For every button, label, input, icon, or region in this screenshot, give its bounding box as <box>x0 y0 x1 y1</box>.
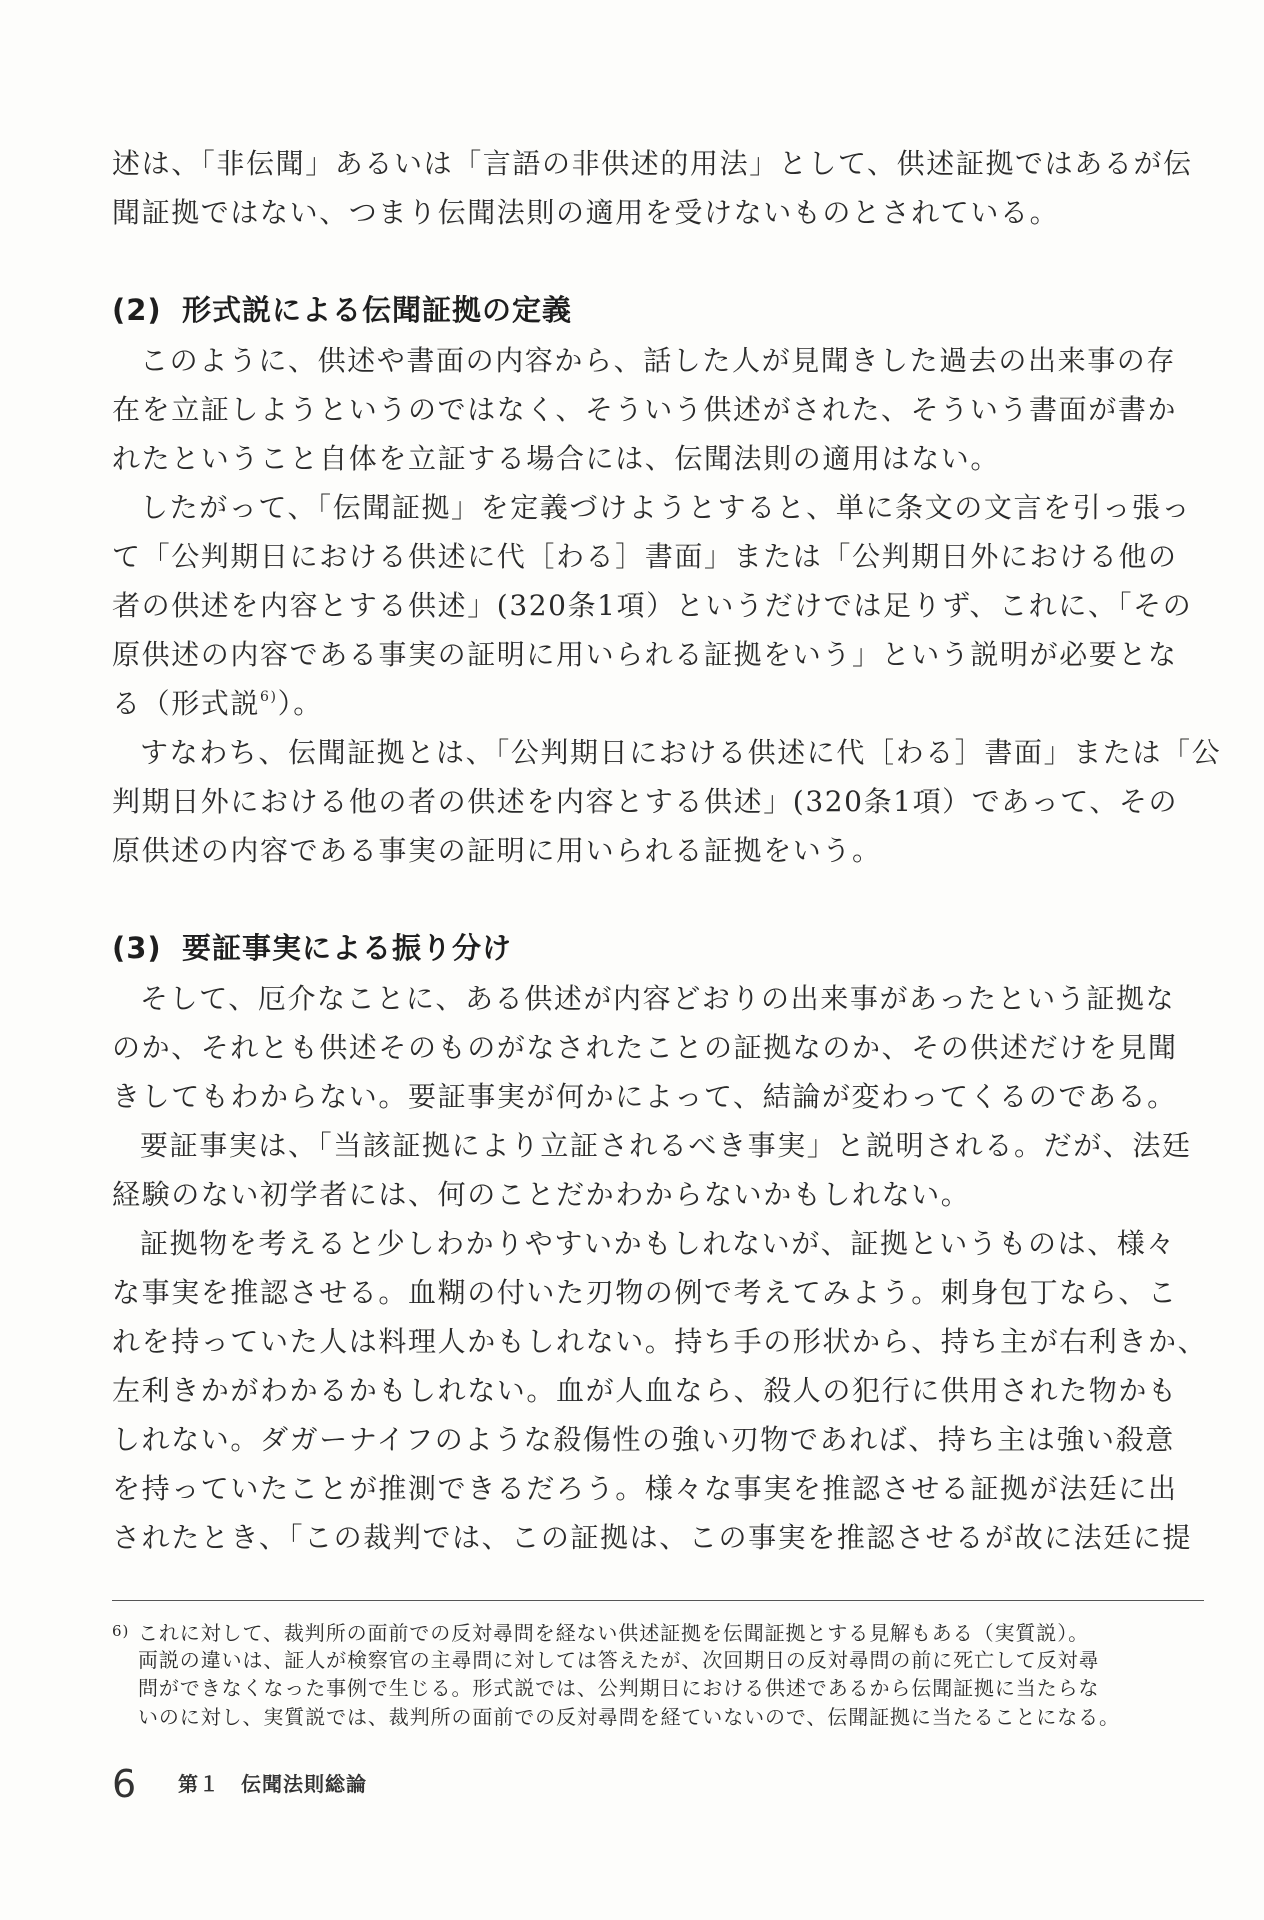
text-line: されたとき、「この裁判では、この証拠は、この事実を推認させるが故に法廷に提 <box>112 1521 1193 1554</box>
text-line: 要証事実は、「当該証拠により立証されるべき事実」と説明される。だが、法廷 <box>140 1129 1192 1162</box>
running-title: 第１ 伝聞法則総論 <box>178 1772 367 1796</box>
text-line <box>112 679 1202 728</box>
text-line: れを持っていた人は料理人かもしれない。持ち手の形状から、持ち主が右利きか、 <box>112 1325 1208 1358</box>
text-line: このように、供述や書面の内容から、話した人が見聞きした過去の出来事の存 <box>140 344 1177 377</box>
footnote-divider <box>112 1600 1204 1601</box>
text-fragment: ）。 <box>277 687 323 720</box>
section-3-body <box>112 974 1208 1562</box>
text-line: な事実を推認させる。血糊の付いた刃物の例で考えてみよう。刺身包丁なら、こ <box>112 1276 1178 1309</box>
section-title: 要証事実による振り分け <box>182 931 513 965</box>
page-number: 6 <box>112 1762 137 1806</box>
text-line: したがって、「伝聞証拠」を定義づけようとすると、単に条文の文言を引っ張っ <box>140 491 1192 524</box>
footnote-line <box>112 1617 1212 1646</box>
footnote-reference: 6) <box>260 689 278 705</box>
text-line: 原供述の内容である事実の証明に用いられる証拠をいう」という説明が必要とな <box>112 638 1178 671</box>
section-number: (2) <box>112 293 162 327</box>
text-line: 原供述の内容である事実の証明に用いられる証拠をいう。 <box>112 834 882 867</box>
intro-paragraph <box>112 139 1202 237</box>
text-line: 者の供述を内容とする供述」(320条1項）というだけでは足りず、これに、「その <box>112 589 1193 622</box>
text-fragment: る（形式説 <box>112 687 261 720</box>
footnote-text: これに対して、裁判所の面前での反対尋問を経ない供述証拠を伝聞証拠とする見解もある（実質説）。 <box>138 1621 1089 1645</box>
text-line: 経験のない初学者には、何のことだかわからないかもしれない。 <box>112 1178 971 1211</box>
footnote-line: いのに対し、実質説では、裁判所の面前での反対尋問を経ていないので、伝聞証拠に当たることになる。 <box>138 1704 1120 1729</box>
text-line: 述は、「非伝聞」あるいは「言語の非供述的用法」として、供述証拠ではあるが伝 <box>112 147 1193 180</box>
section-title: 形式説による伝聞証拠の定義 <box>182 293 573 327</box>
text-line: を持っていたことが推測できるだろう。様々な事実を推認させる証拠が法廷に出 <box>112 1472 1178 1505</box>
text-line: のか、それとも供述そのものがなされたことの証拠なのか、その供述だけを見聞 <box>112 1031 1178 1064</box>
footnote-line: 両説の違いは、証人が検察官の主尋問に対しては答えたが、次回期日の反対尋問の前に死亡して反対尋 <box>138 1647 1100 1672</box>
section-number: (3) <box>112 931 162 965</box>
text-line: そして、厄介なことに、ある供述が内容どおりの出来事があったという証拠な <box>140 982 1176 1015</box>
footnote-line: 問ができなくなった事例で生じる。形式説では、公判期日における供述であるから伝聞証拠に当たらな <box>138 1676 1100 1700</box>
text-line: 証拠物を考えると少しわかりやすいかもしれないが、証拠というものは、様々 <box>140 1227 1177 1260</box>
text-line: しれない。ダガーナイフのような殺傷性の強い刃物であれば、持ち主は強い殺意 <box>112 1423 1175 1456</box>
text-line: 左利きかがわかるかもしれない。血が人血なら、殺人の犯行に供用された物かも <box>112 1374 1178 1407</box>
text-line: 在を立証しようというのではなく、そういう供述がされた、そういう書面が書か <box>112 393 1178 426</box>
page-footer <box>112 1762 367 1806</box>
section-heading-3 <box>112 928 512 968</box>
section-heading-2 <box>112 290 572 330</box>
text-line: 判期日外における他の者の供述を内容とする供述」(320条1項）であって、その <box>112 785 1179 818</box>
footnote <box>112 1617 1212 1731</box>
text-line: すなわち、伝聞証拠とは、「公判期日における供述に代［わる］書面」または「公 <box>140 736 1222 769</box>
section-2-body <box>112 336 1222 875</box>
text-line: れたということ自体を立証する場合には、伝聞法則の適用はない。 <box>112 442 1001 475</box>
text-line: きしてもわからない。要証事実が何かによって、結論が変わってくるのである。 <box>112 1080 1177 1113</box>
text-line: て「公判期日における供述に代［わる］書面」または「公判期日外における他の <box>112 540 1178 573</box>
footnote-number: 6) <box>112 1622 130 1640</box>
text-line: 聞証拠ではない、つまり伝聞法則の適用を受けないものとされている。 <box>112 196 1060 229</box>
